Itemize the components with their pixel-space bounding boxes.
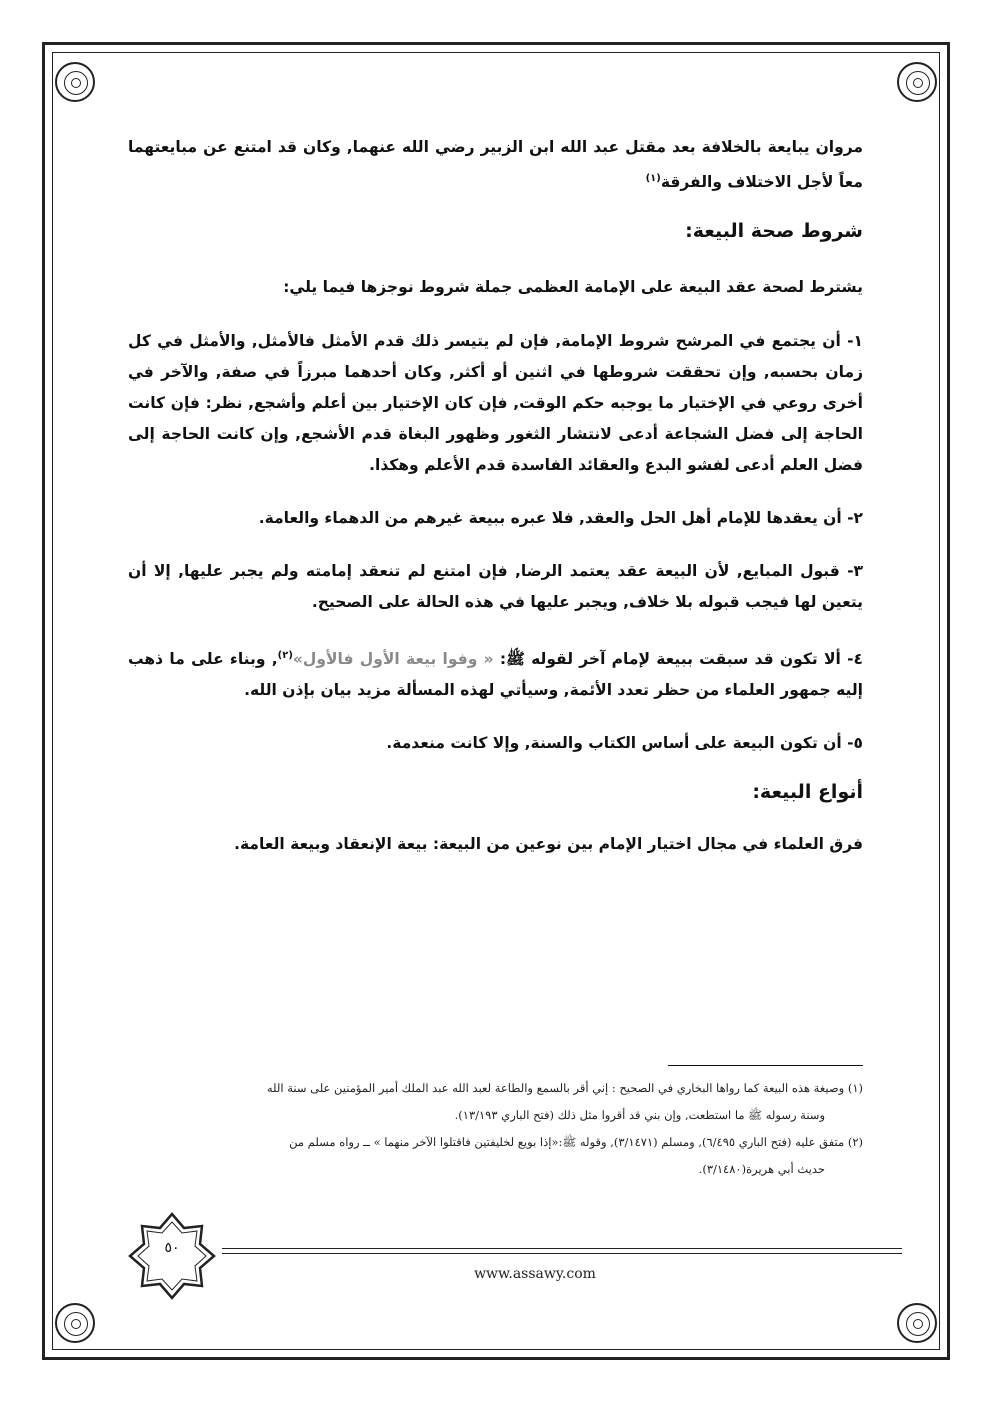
heading-conditions: شروط صحة البيعة:: [685, 220, 863, 243]
website-url: www.assawy.com: [474, 1266, 596, 1282]
page-number-badge-icon: [126, 1210, 218, 1302]
condition-3: ٣- قبول المبايع, لأن البيعة عقد يعتمد الرضا, فإن امتنع لم تنعقد إمامته ولم يجبر عليها, إلا أن يتعين لها فيجب قبوله بلا خلاف, ويجبر عليها في هذه الحالة على الصحيح.: [128, 562, 863, 612]
heading-types: أنواع البيعة:: [752, 781, 863, 804]
hadith-quote: « وفوا بيعة الأول فالأول»: [292, 650, 494, 669]
footnote-1-cont: وسنة رسوله ﷺ ما استطعت, وإن بني قد أقروا مثل ذلك (فتح الباري ١٣/١٩٣).: [454, 1108, 825, 1122]
types-paragraph: فرق العلماء في مجال اختيار الإمام بين نوعين من البيعة: بيعة الإنعقاد وبيعة العامة.: [234, 835, 863, 854]
intro-text: مروان يبايعة بالخلافة بعد مقتل عبد الله ابن الزبير رضي الله عنهما, وكان قد امتنع عن مبايعتهما معاً لأجل الاختلاف والفرقة: [128, 138, 863, 192]
footnote-1: (١) وصيغة هذه البيعة كما رواها البخاري في الصحيح : إني أقر بالسمع والطاعة لعبد الله عبد الملك أمير المؤمنين على سنة الله: [266, 1081, 863, 1095]
intro-paragraph: [128, 132, 863, 198]
footnote-2-cont: حديث أبي هريرة(٣/١٤٨٠).: [698, 1162, 825, 1176]
page-number: ٥٠: [164, 1240, 180, 1256]
footer-rule: [222, 1253, 902, 1254]
condition-4: [128, 640, 863, 706]
footer-rule: [222, 1248, 902, 1249]
lead-paragraph: يشترط لصحة عقد البيعة على الإمامة العظمى جملة شروط نوجزها فيما يلي:: [283, 278, 863, 297]
condition-4-end: , وبناء على ما ذهب إليه جمهور العلماء من حظر تعدد الأئمة, وسيأتي لهذه المسألة مزيد بيان بإذن الله.: [128, 650, 863, 700]
footnote-ref: (٢): [277, 650, 293, 662]
corner-ornament-icon: [897, 1303, 937, 1343]
condition-2: ٢- أن يعقدها للإمام أهل الحل والعقد, فلا عبره ببيعة غيرهم من الدهماء والعامة.: [258, 509, 863, 528]
footnote-2: (٢) متفق عليه (فتح الباري ٦/٤٩٥), ومسلم (٣/١٤٧١), وقوله ﷺ:«إذا بويع لخليفتين فاقتلوا الآخر منهما » ــ رواه مسلم من: [289, 1135, 863, 1149]
corner-ornament-icon: [55, 1303, 95, 1343]
footnote-separator: [668, 1065, 863, 1066]
corner-ornament-icon: [55, 62, 95, 102]
footnotes: [128, 1075, 863, 1183]
corner-ornament-icon: [897, 62, 937, 102]
condition-5: ٥- أن تكون البيعة على أساس الكتاب والسنة, وإلا كانت منعدمة.: [386, 734, 863, 753]
condition-4-start: ٤- ألا تكون قد سبقت ببيعة لإمام آخر لقوله ﷺ:: [493, 650, 864, 669]
main-text: [128, 132, 863, 860]
footnote-ref: (١): [645, 173, 661, 184]
condition-1: ١- أن يجتمع في المرشح شروط الإمامة, فإن لم يتيسر ذلك قدم الأمثل فالأمثل, والأمثل في كل زمان بحسبه, وإن تحققت شروطها في اثنين أو أكثر, وكان أحدهما مبرزاً في صفة, والآخر في أخرى روعي في الإختيار ما يوجبه حكم الوقت, فإن كان الإختيار بين أعلم وأشجع, نظر: فإن كانت الحاجة إلى فضل الشجاعة أدعى لانتشار الثغور وظهور البغاة قدم الأشجع, وإن كانت الحاجة إلى فضل العلم أدعى لفشو البدع والعقائد الفاسدة قدم الأعلم وهكذا.: [128, 332, 863, 475]
